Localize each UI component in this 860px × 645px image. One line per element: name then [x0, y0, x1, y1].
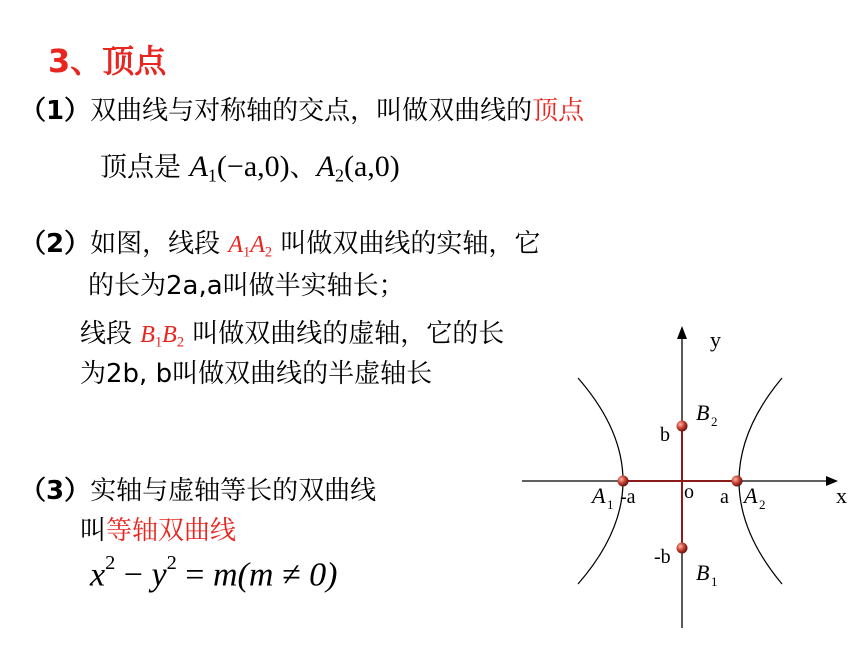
item1-text: 双曲线与对称轴的交点，叫做双曲线的: [90, 96, 533, 126]
item1-highlight: 顶点: [532, 96, 585, 126]
item2b-text-post: 叫做双曲线的虚轴，它的长: [192, 319, 505, 349]
point-b1: [677, 543, 688, 554]
point-a1: [618, 476, 629, 487]
svg-text:A: A: [744, 483, 758, 508]
vertices-prefix: 顶点是: [100, 152, 181, 183]
vertex-a1: $A_1(-a,0)$: [189, 150, 290, 186]
y-axis-label: y: [710, 327, 721, 352]
a-label: a: [720, 486, 729, 508]
equal-axis-equation: $x^2 - y^2 = m(m \ne 0)$: [90, 552, 338, 594]
point-a2: [732, 476, 743, 487]
item3-highlight: 等轴双曲线: [106, 516, 237, 546]
svg-text:2: 2: [711, 414, 718, 429]
y-axis-arrow-icon: [677, 326, 687, 339]
neg-b-label: -b: [654, 546, 671, 568]
a2-label: [742, 483, 766, 512]
vertex-a2: $A_2(a,0)$: [316, 150, 400, 186]
svg-text:1: 1: [607, 497, 614, 512]
a1-label: [590, 483, 614, 512]
svg-text:B: B: [696, 400, 710, 425]
item2-text-pre: 如图，线段: [90, 229, 221, 259]
b2-label: [696, 400, 718, 429]
svg-text:1: 1: [711, 574, 718, 589]
b1-label: [696, 560, 718, 589]
item3-text: 实轴与虚轴等长的双曲线: [90, 476, 377, 506]
origin-label: o: [684, 481, 694, 503]
item1-number: （1）: [20, 96, 91, 126]
point-b2: [677, 421, 688, 432]
x-axis-label: x: [836, 483, 847, 508]
item3-number: （3）: [20, 476, 91, 506]
item2b-line2: 为2b, b叫做双曲线的半虚轴长: [80, 359, 433, 389]
item2-text-post: 叫做双曲线的实轴，它: [280, 229, 541, 259]
svg-text:A: A: [592, 483, 606, 508]
neg-a-label: -a: [620, 486, 636, 508]
b-label: b: [660, 424, 670, 446]
item2-line2: 的长为2a,a叫做半实轴长；: [88, 271, 405, 301]
segment-b1b2: $B_1B_2$: [140, 322, 185, 351]
section-title: 3、顶点: [48, 42, 167, 80]
vertices-separator: 、: [289, 152, 317, 183]
svg-text:2: 2: [759, 497, 766, 512]
item2-number: （2）: [20, 229, 91, 259]
item2b-text-pre: 线段: [80, 319, 133, 349]
svg-text:B: B: [696, 560, 710, 585]
segment-a1a2: $A_1A_2$: [228, 232, 273, 261]
item3-text-pre: 叫: [80, 516, 107, 546]
